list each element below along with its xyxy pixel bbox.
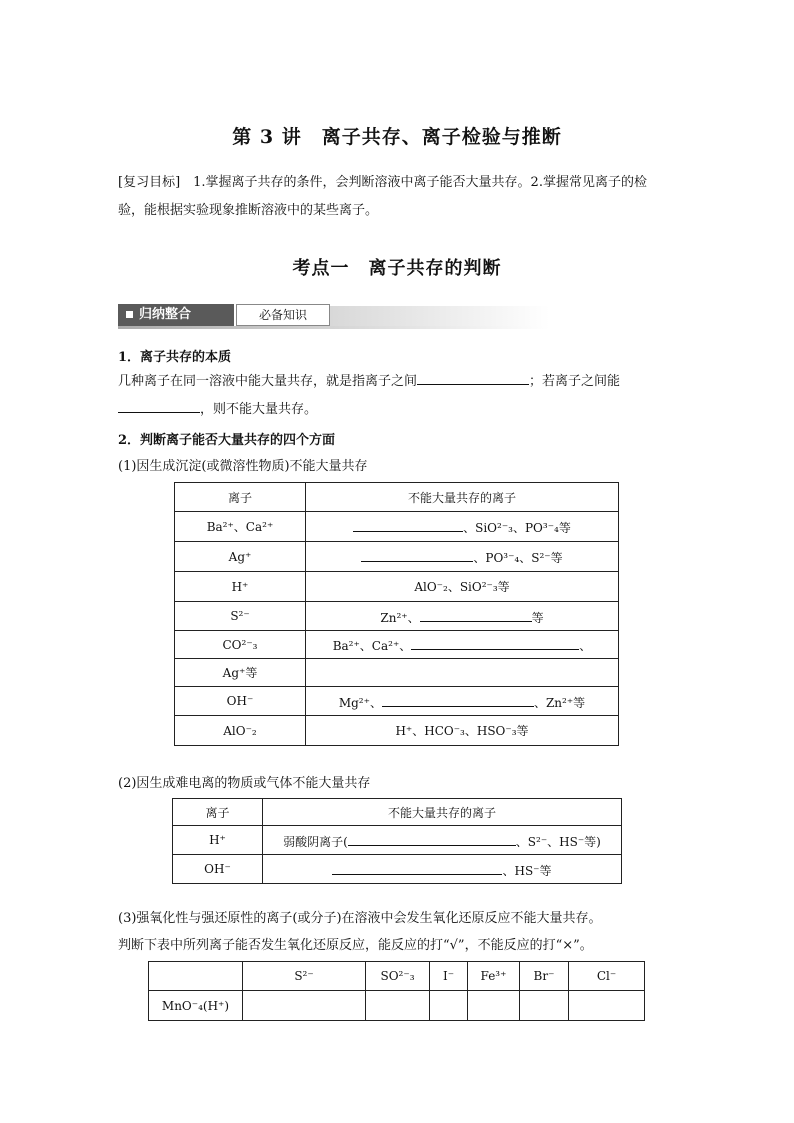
heading-2: 2．判断离子能否大量共存的四个方面 <box>118 433 336 448</box>
table-cell-ion: Ba²⁺、Ca²⁺ <box>175 512 306 542</box>
banner-main <box>118 304 234 326</box>
answer-blank[interactable] <box>332 860 502 875</box>
answer-cell[interactable] <box>569 991 645 1021</box>
answer-blank[interactable] <box>348 831 516 846</box>
table-cell-ion: CO²⁻₃ <box>175 631 306 659</box>
p1-part-a: 几种离子在同一溶液中能大量共存，就是指离子之间 <box>118 374 418 389</box>
answer-cell[interactable] <box>366 991 430 1021</box>
table-cell <box>306 659 619 687</box>
square-icon <box>126 311 133 318</box>
subheading-2: (2)因生成难电离的物质或气体不能大量共存 <box>118 776 371 791</box>
banner-main-label: 归纳整合 <box>139 307 192 322</box>
table-cell <box>306 512 619 542</box>
cell-text: 等 <box>531 610 544 625</box>
review-objectives <box>118 169 678 225</box>
table-cell <box>306 631 619 659</box>
table-cell-ion: AlO⁻₂ <box>175 716 306 746</box>
answer-blank[interactable] <box>353 517 463 532</box>
subheading-1: (1)因生成沉淀(或微溶性物质)不能大量共存 <box>118 459 368 474</box>
answer-blank[interactable] <box>361 547 473 562</box>
table-cell-ion: H⁺ <box>175 572 306 602</box>
table-cell: H⁺、HCO⁻₃、HSO⁻₃等 <box>306 716 619 746</box>
page-title: 第 3 讲 离子共存、离子检验与推断 <box>232 126 562 148</box>
table-cell: AlO⁻₂、SiO²⁻₃等 <box>306 572 619 602</box>
p1-part-c: ，则不能大量共存。 <box>200 402 318 417</box>
table-cell-ion: H⁺ <box>173 826 263 855</box>
cell-text: 、SiO²⁻₃、PO³⁻₄等 <box>463 521 571 535</box>
subheading-3b: 判断下表中所列离子能否发生氧化还原反应，能反应的打“√”，不能反应的打“×”。 <box>118 938 593 953</box>
banner-fade <box>330 306 550 326</box>
table-cell-ion: Ag⁺ <box>175 542 306 572</box>
answer-cell[interactable] <box>243 991 366 1021</box>
table-header: 不能大量共存的离子 <box>263 799 622 826</box>
table-header: Br⁻ <box>520 962 569 991</box>
review-text-2: 验，能根据实验现象推断溶液中的某些离子。 <box>118 203 379 218</box>
table-cell <box>263 855 622 884</box>
table-header <box>149 962 243 991</box>
answer-blank[interactable] <box>118 398 200 413</box>
weak-electrolyte-table <box>172 798 622 884</box>
cell-text: 、Zn²⁺等 <box>533 695 586 710</box>
precipitate-table <box>174 482 619 746</box>
cell-text: 、S²⁻、HS⁻等) <box>515 834 601 849</box>
answer-cell[interactable] <box>468 991 520 1021</box>
banner-tag: 必备知识 <box>236 304 330 326</box>
cell-text: 、 <box>579 639 592 653</box>
cell-text: Zn²⁺、 <box>380 610 420 625</box>
paragraph-1 <box>118 368 678 424</box>
table-header: 不能大量共存的离子 <box>306 483 619 512</box>
table-cell-ion: OH⁻ <box>173 855 263 884</box>
table-cell <box>306 542 619 572</box>
cell-text: 、PO³⁻₄、S²⁻等 <box>473 551 563 565</box>
answer-blank[interactable] <box>417 370 529 385</box>
table-header: 离子 <box>175 483 306 512</box>
answer-blank[interactable] <box>411 635 579 650</box>
cell-text: 弱酸阴离子( <box>283 834 348 849</box>
table-header: S²⁻ <box>243 962 366 991</box>
table-row-label: MnO⁻₄(H⁺) <box>149 991 243 1021</box>
answer-cell[interactable] <box>430 991 468 1021</box>
banner-underline <box>118 326 550 329</box>
table-header: Fe³⁺ <box>468 962 520 991</box>
section-title: 考点一 离子共存的判断 <box>292 258 502 279</box>
heading-1: 1．离子共存的本质 <box>118 350 232 365</box>
redox-table <box>148 961 645 1021</box>
table-header: I⁻ <box>430 962 468 991</box>
section-banner <box>118 304 432 328</box>
table-header: 离子 <box>173 799 263 826</box>
review-label: [复习目标] <box>118 175 181 190</box>
review-text-1: 1.掌握离子共存的条件，会判断溶液中离子能否大量共存。2.掌握常见离子的检 <box>180 175 647 190</box>
p1-part-b: ；若离子之间能 <box>529 374 621 389</box>
answer-cell[interactable] <box>520 991 569 1021</box>
answer-blank[interactable] <box>420 607 532 622</box>
table-cell-ion: Ag⁺等 <box>175 659 306 687</box>
table-header: SO²⁻₃ <box>366 962 430 991</box>
answer-blank[interactable] <box>382 692 534 707</box>
cell-text: 、HS⁻等 <box>502 863 552 878</box>
table-header: Cl⁻ <box>569 962 645 991</box>
table-cell <box>263 826 622 855</box>
cell-text: Mg²⁺、 <box>338 695 382 710</box>
table-cell-ion: S²⁻ <box>175 602 306 631</box>
subheading-3: (3)强氧化性与强还原性的离子(或分子)在溶液中会发生氧化还原反应不能大量共存。 <box>118 911 602 926</box>
table-cell <box>306 602 619 631</box>
table-cell-ion: OH⁻ <box>175 687 306 716</box>
table-cell <box>306 687 619 716</box>
cell-text: Ba²⁺、Ca²⁺、 <box>332 639 412 653</box>
